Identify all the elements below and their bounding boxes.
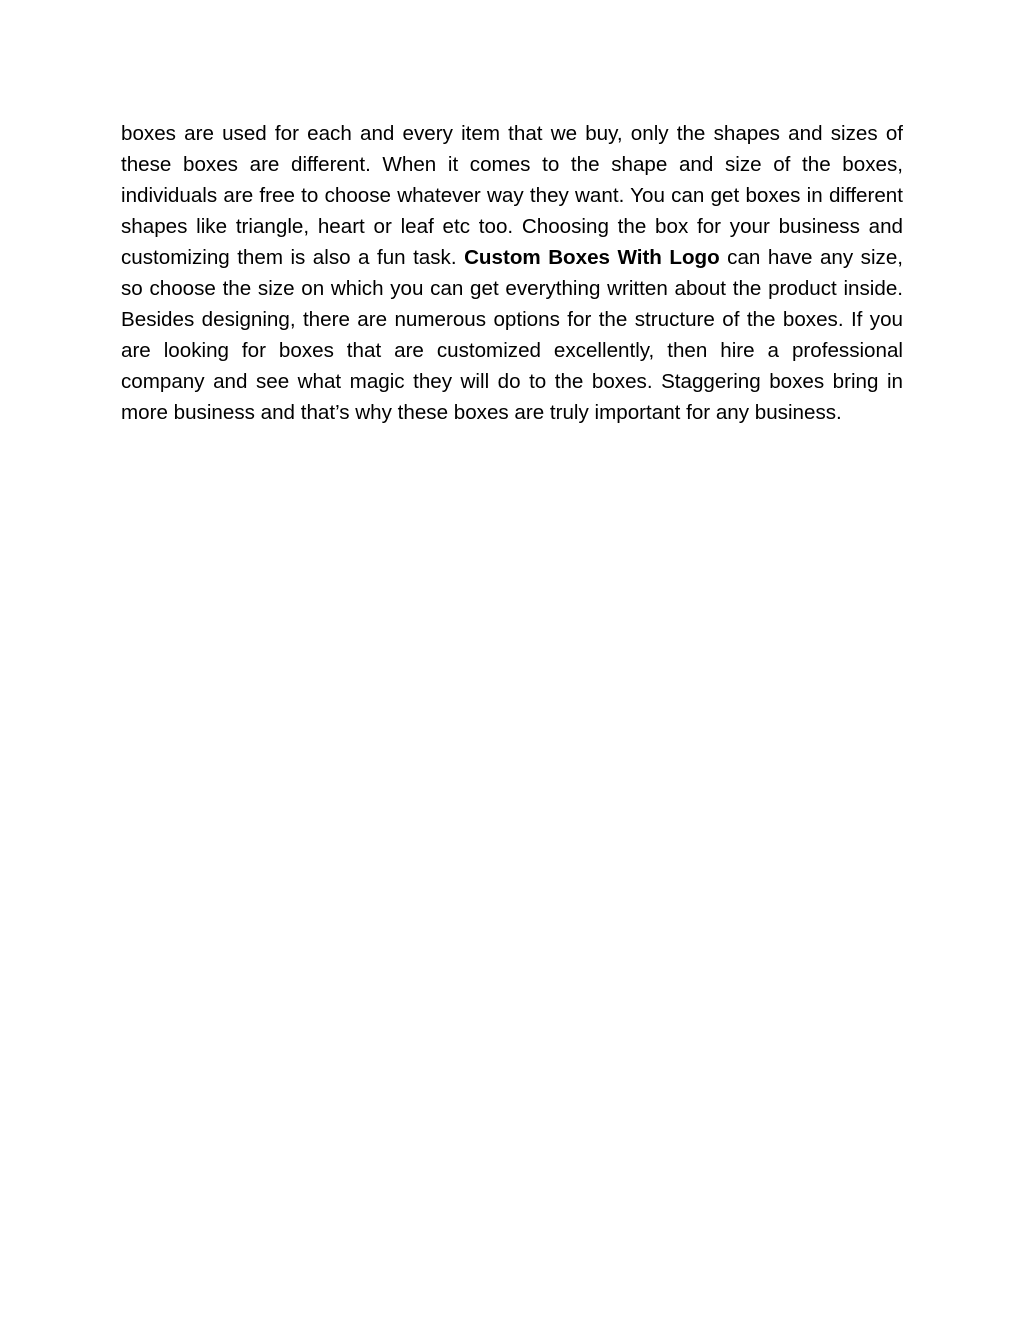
keyword-custom-boxes-with-logo: Custom Boxes With Logo [464,246,720,269]
body-paragraph [121,118,903,428]
paragraph-text-before: boxes are used for each and every item that we buy, only the shapes and sizes of these boxes are different. When it comes to the shape and size of the boxes, individuals are free to choose whatever way they want. You can get boxes in different shapes like triangle, heart or leaf etc too. Choosing the box for your business and customizing them is also a fun task. [121,122,903,269]
paragraph-text-after: can have any size, so choose the size on which you can get everything written about the product inside. Besides designing, there are numerous options for the structure of the boxes. If you are looking for boxes that are customized excellently, then hire a professional company and see what magic they will do to the boxes. Staggering boxes bring in more business and that’s why these boxes are truly important for any business. [121,246,903,424]
